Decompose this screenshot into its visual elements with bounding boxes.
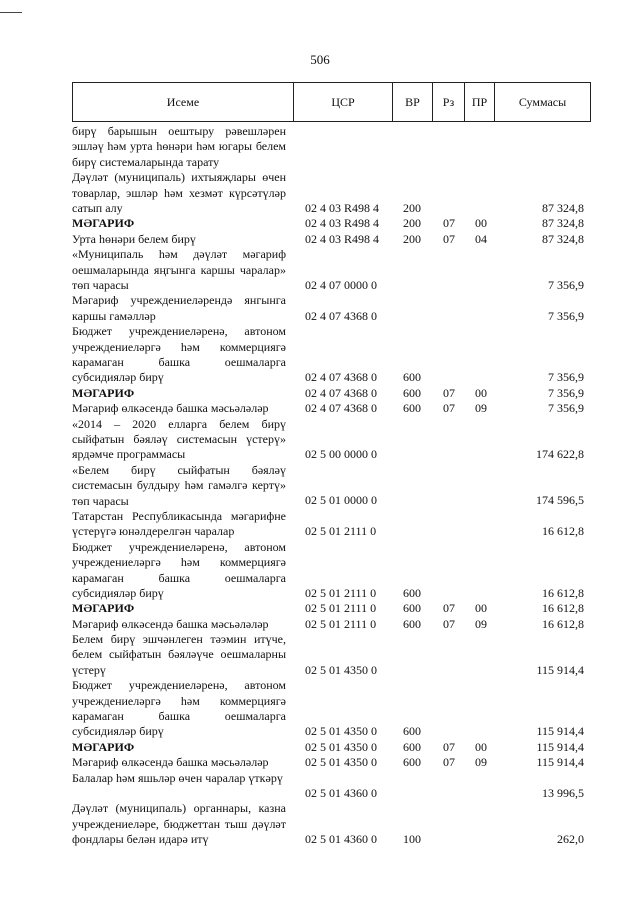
table-row: [72, 170, 590, 216]
table-row: [72, 755, 590, 770]
rz-code: 07: [443, 401, 455, 416]
table-row: [72, 678, 590, 740]
table-row: [72, 632, 590, 678]
top-rule: [0, 12, 22, 13]
pr-code: 09: [475, 755, 487, 770]
item-name: Бюджет учреждениеләренә, автоном учреждениеләргә һәм коммерциягә карамаган башка оешмаларга субсидияләр бирү: [72, 324, 286, 385]
table-row: [72, 771, 590, 802]
amount: 174 596,5: [536, 493, 584, 508]
amount: 7 356,9: [548, 370, 584, 385]
amount: 87 324,8: [542, 231, 584, 246]
header-sum: Суммасы: [495, 83, 591, 122]
amount: 115 914,4: [536, 755, 584, 770]
vr-code: 100: [403, 832, 421, 847]
item-name: Балалар һәм яшьләр өчен чаралар үткәрү: [72, 770, 283, 785]
table-row: [72, 124, 590, 170]
vr-code: 200: [403, 200, 421, 215]
item-name: Мәгариф өлкәсендә башка мәсьәләләр: [72, 616, 269, 631]
table-body: [72, 124, 590, 848]
section-heading: МӘГАРИФ: [72, 385, 135, 400]
table-row: [72, 247, 590, 293]
table-row: [72, 401, 590, 416]
amount: 87 324,8: [542, 200, 584, 215]
page-number: 506: [310, 52, 330, 67]
table-row: [72, 601, 590, 616]
rz-code: 07: [443, 739, 455, 754]
rz-code: 07: [443, 755, 455, 770]
csr-code: 02 5 01 4350 0: [305, 662, 377, 677]
csr-code: 02 4 07 4368 0: [305, 308, 377, 323]
header-pr: ПР: [465, 83, 495, 122]
item-name: Татарстан Республикасында мәгарифне үстерүгә юнәлдерелгән чаралар: [72, 508, 286, 539]
table-row: [72, 540, 590, 602]
table-row: [72, 232, 590, 247]
rz-code: 07: [443, 231, 455, 246]
table-row: [72, 740, 590, 755]
amount: 262,0: [557, 832, 584, 847]
amount: 16 612,8: [542, 524, 584, 539]
item-name: Бюджет учреждениеләренә, автоном учреждениеләргә һәм коммерциягә карамаган башка оешмаларга субсидияләр бирү: [72, 678, 286, 739]
rz-code: 07: [443, 216, 455, 231]
pr-code: 09: [475, 401, 487, 416]
vr-code: 600: [403, 585, 421, 600]
item-name: Бюджет учреждениеләренә, автоном учреждениеләргә һәм коммерциягә карамаган башка оешмаларга субсидияләр бирү: [72, 539, 286, 600]
rz-code: 07: [443, 616, 455, 631]
csr-code: 02 4 07 4368 0: [305, 401, 377, 416]
item-name: Урта һөнәри белем бирү: [72, 231, 196, 246]
amount: 115 914,4: [536, 724, 584, 739]
item-name: Мәгариф учреждениеләрендә янгынга каршы гамәлләр: [72, 293, 286, 323]
pr-code: 00: [475, 739, 487, 754]
table-row: [72, 417, 590, 463]
csr-code: 02 4 07 4368 0: [305, 370, 377, 385]
csr-code: 02 4 03 R498 4: [305, 216, 380, 231]
table-row: [72, 463, 590, 509]
csr-code: 02 4 03 R498 4: [305, 200, 380, 215]
item-name: бирү барышын оештыру рәвешләрен эшләү һәм урта һөнәри һәм югары белем бирү системаларында тарату: [72, 124, 286, 169]
item-name: «Муниципаль һәм дәүләт мәгариф оешмаларында яңгынга каршы чаралар» төп чарасы: [72, 247, 286, 292]
item-name: Дәүләт (муниципаль) органнары, казна учреждениеләре, бюджеттан тыш дәүләт фондлары белән идарә итү: [72, 801, 286, 847]
section-heading: МӘГАРИФ: [72, 601, 135, 616]
rz-code: 07: [443, 601, 455, 616]
table-header: [72, 82, 591, 122]
pr-code: 00: [475, 216, 487, 231]
amount: 87 324,8: [542, 216, 584, 231]
amount: 16 612,8: [542, 616, 584, 631]
amount: 7 356,9: [548, 385, 584, 400]
pr-code: 00: [475, 385, 487, 400]
csr-code: 02 5 01 2111 0: [305, 601, 377, 616]
header-csr: ЦСР: [294, 83, 393, 122]
amount: 16 612,8: [542, 585, 584, 600]
amount: 7 356,9: [548, 401, 584, 416]
vr-code: 600: [403, 755, 421, 770]
table-row: [72, 324, 590, 386]
table-row: [72, 386, 590, 401]
csr-code: 02 4 03 R498 4: [305, 231, 380, 246]
pr-code: 00: [475, 601, 487, 616]
csr-code: 02 5 01 0000 0: [305, 493, 377, 508]
amount: 7 356,9: [548, 277, 584, 292]
section-heading: МӘГАРИФ: [72, 216, 135, 231]
vr-code: 600: [403, 616, 421, 631]
csr-code: 02 5 01 4350 0: [305, 755, 377, 770]
pr-code: 04: [475, 231, 487, 246]
section-heading: МӘГАРИФ: [72, 739, 135, 754]
amount: 16 612,8: [542, 601, 584, 616]
csr-code: 02 5 01 2111 0: [305, 616, 377, 631]
csr-code: 02 5 01 4360 0: [305, 832, 377, 847]
vr-code: 600: [403, 739, 421, 754]
csr-code: 02 5 01 4350 0: [305, 724, 377, 739]
csr-code: 02 5 00 0000 0: [305, 447, 377, 462]
item-name: Мәгариф өлкәсендә башка мәсьәләләр: [72, 401, 269, 416]
header-name: Исеме: [73, 83, 294, 122]
table-row: [72, 509, 590, 540]
amount: 13 996,5: [542, 786, 584, 801]
item-name: Мәгариф өлкәсендә башка мәсьәләләр: [72, 755, 269, 770]
pr-code: 09: [475, 616, 487, 631]
amount: 115 914,4: [536, 662, 584, 677]
amount: 7 356,9: [548, 308, 584, 323]
csr-code: 02 5 01 2111 0: [305, 524, 377, 539]
item-name: «2014 – 2020 елларга белем бирү сыйфатын бәяләү системасын үстерү» ярдәмче программасы: [72, 416, 286, 462]
table-row: [72, 801, 590, 847]
csr-code: 02 4 07 4368 0: [305, 385, 377, 400]
vr-code: 200: [403, 231, 421, 246]
csr-code: 02 5 01 4360 0: [305, 786, 377, 801]
vr-code: 200: [403, 216, 421, 231]
vr-code: 600: [403, 724, 421, 739]
vr-code: 600: [403, 401, 421, 416]
item-name: Белем бирү эшчәнлеген тәэмин итүче, белем сыйфатын бәяләүче оешмаларны үстерү: [72, 632, 286, 677]
amount: 115 914,4: [536, 739, 584, 754]
csr-code: 02 5 01 4350 0: [305, 739, 377, 754]
csr-code: 02 4 07 0000 0: [305, 277, 377, 292]
vr-code: 600: [403, 370, 421, 385]
header-rz: Рз: [433, 83, 465, 122]
header-vr: ВР: [393, 83, 433, 122]
item-name: Дәүләт (муниципаль) ихтыяҗлары өчен товарлар, эшләр һәм хезмәт күрсәтүләр сатып алу: [72, 170, 286, 215]
csr-code: 02 5 01 2111 0: [305, 585, 377, 600]
rz-code: 07: [443, 385, 455, 400]
item-name: «Белем бирү сыйфатын бәяләү системасын булдыру һәм гамәлгә кертү» төп чарасы: [72, 462, 286, 508]
vr-code: 600: [403, 385, 421, 400]
amount: 174 622,8: [536, 447, 584, 462]
vr-code: 600: [403, 601, 421, 616]
table-row: [72, 216, 590, 231]
table-row: [72, 617, 590, 632]
table-row: [72, 293, 590, 324]
